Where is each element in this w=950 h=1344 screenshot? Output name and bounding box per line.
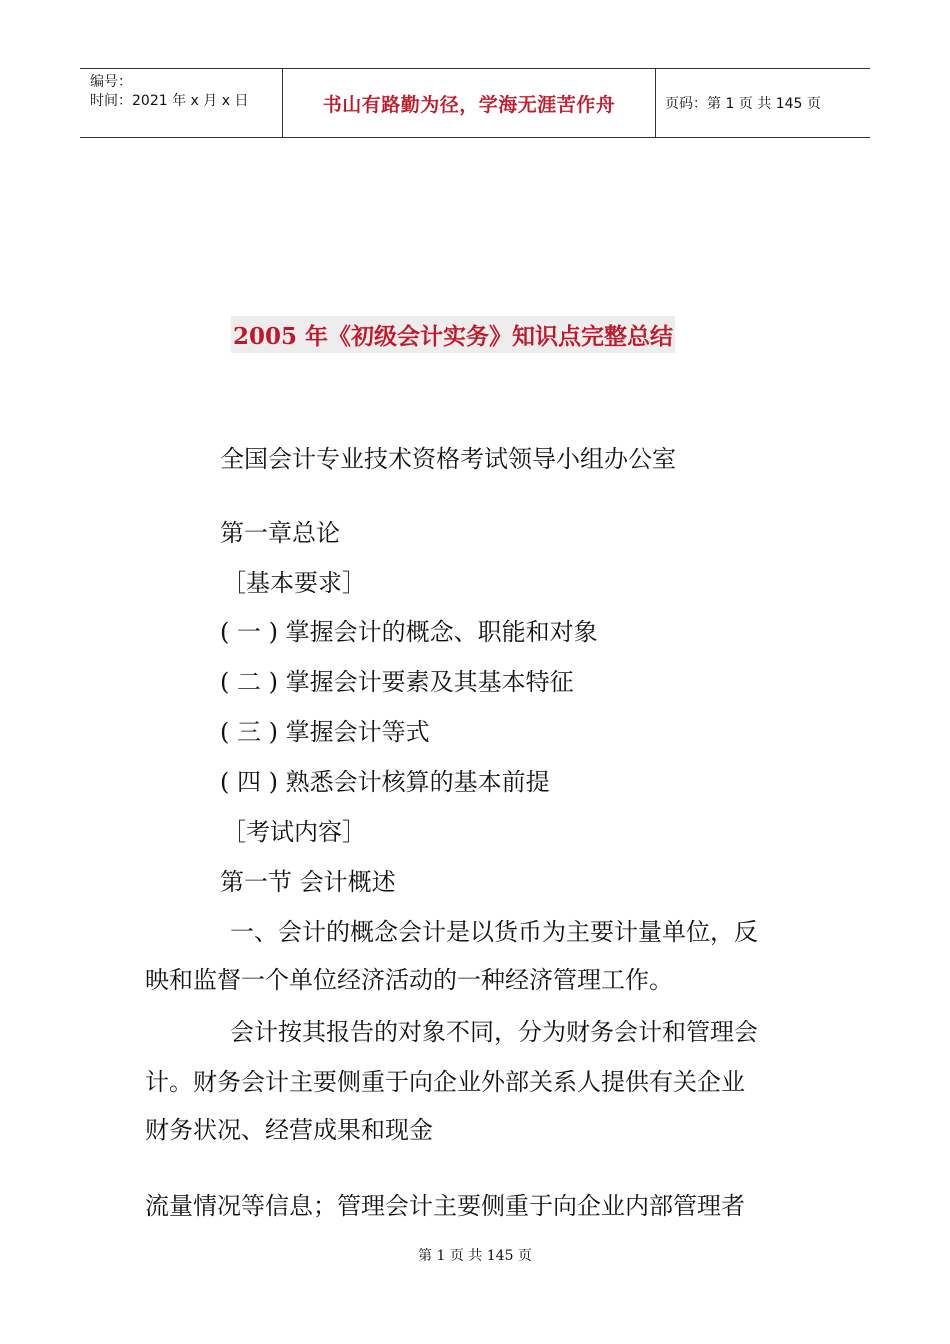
document-date: 时间：2021 年 x 月 x 日 bbox=[90, 93, 249, 109]
paragraph-2-line-3: 财务状况、经营成果和现金 bbox=[145, 1116, 433, 1144]
header-page-cell bbox=[656, 69, 870, 137]
paragraph-2-line-2: 计。财务会计主要侧重于向企业外部关系人提供有关企业 bbox=[145, 1068, 745, 1096]
section-heading: 第一节 会计概述 bbox=[220, 868, 396, 896]
header-page-info: 页码：第 1 页 共 145 页 bbox=[665, 96, 821, 112]
header-motto-cell bbox=[283, 69, 656, 137]
document-title-text: 2005 年《初级会计实务》知识点完整总结 bbox=[231, 316, 675, 353]
chapter-heading: 第一章总论 bbox=[220, 519, 340, 547]
page-footer: 第 1 页 共 145 页 bbox=[418, 1248, 532, 1264]
motto-text: 书山有路勤为径，学海无涯苦作舟 bbox=[322, 93, 616, 116]
paragraph-3-line-1: 流量情况等信息；管理会计主要侧重于向企业内部管理者 bbox=[145, 1192, 745, 1220]
page-header bbox=[80, 68, 870, 138]
requirement-item-2: ( 二 ) 掌握会计要素及其基本特征 bbox=[220, 668, 574, 696]
requirement-item-1: ( 一 ) 掌握会计的概念、职能和对象 bbox=[220, 618, 598, 646]
header-meta-cell bbox=[80, 69, 283, 137]
paragraph-2-line-1: 会计按其报告的对象不同，分为财务会计和管理会 bbox=[230, 1018, 758, 1046]
exam-content-heading: ［考试内容］ bbox=[222, 818, 366, 846]
requirement-item-4: ( 四 ) 熟悉会计核算的基本前提 bbox=[220, 768, 550, 796]
document-number-label: 编号： bbox=[90, 74, 132, 90]
document-title bbox=[0, 316, 906, 353]
organization-line: 全国会计专业技术资格考试领导小组办公室 bbox=[220, 445, 676, 473]
paragraph-1-line-2: 映和监督一个单位经济活动的一种经济管理工作。 bbox=[145, 966, 673, 994]
basic-requirements-heading: ［基本要求］ bbox=[222, 569, 366, 597]
requirement-item-3: ( 三 ) 掌握会计等式 bbox=[220, 718, 430, 746]
paragraph-1-line-1: 一、会计的概念会计是以货币为主要计量单位，反 bbox=[230, 918, 758, 946]
